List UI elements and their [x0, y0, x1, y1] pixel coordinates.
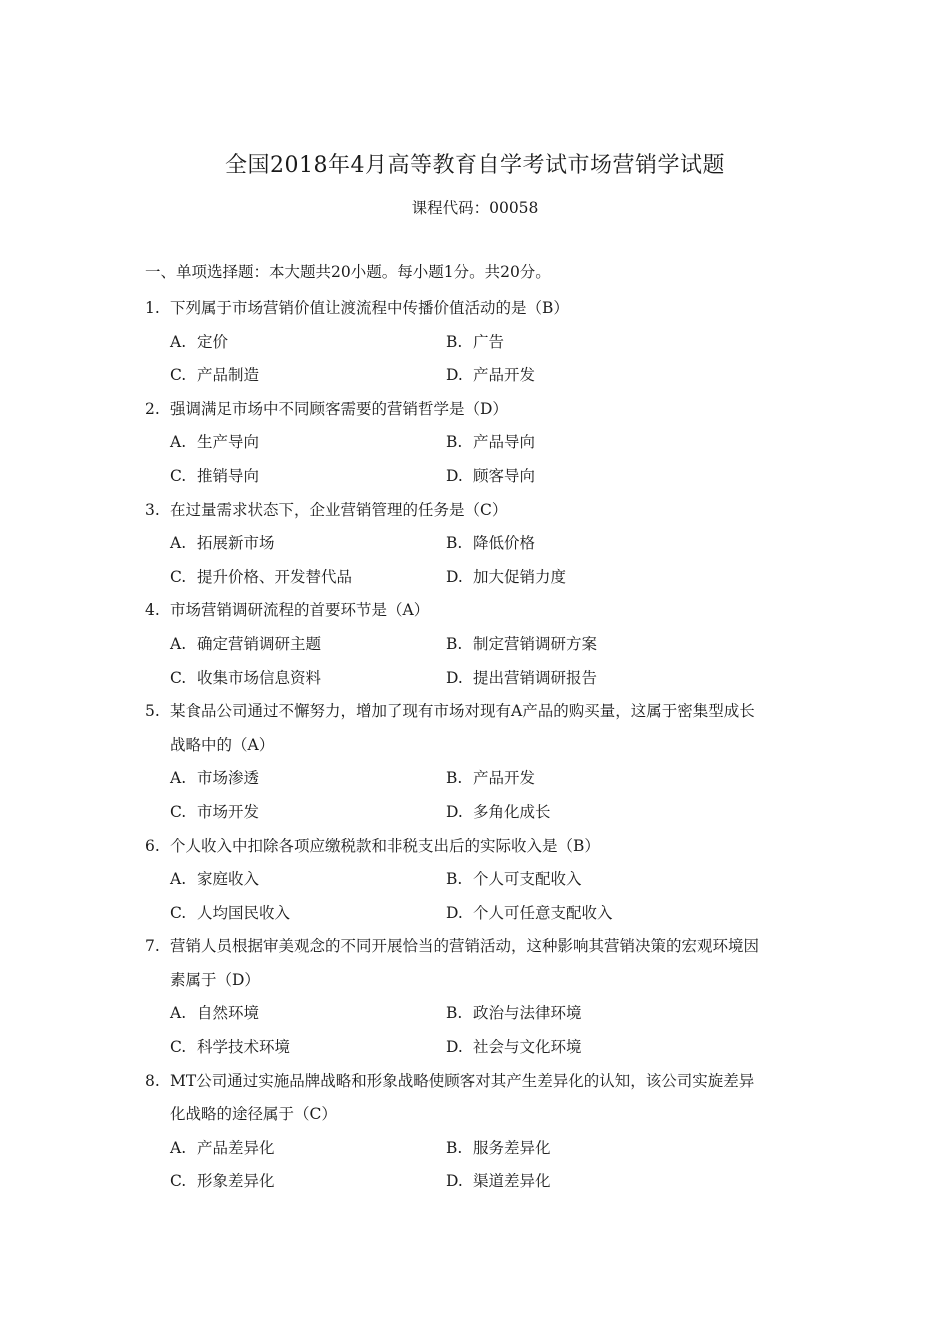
option-item	[170, 628, 446, 662]
option-letter: A.	[170, 534, 187, 553]
question-stem	[145, 393, 815, 427]
question-text-line: 战略中的（A）	[170, 735, 275, 754]
option-item	[170, 426, 446, 460]
option-row	[170, 426, 815, 460]
option-letter: D.	[446, 567, 463, 586]
option-text: 产品差异化	[197, 1138, 275, 1157]
option-text: 服务差异化	[473, 1138, 551, 1157]
option-letter: D.	[446, 366, 463, 385]
option-row	[170, 1132, 815, 1166]
question-number: 2.	[145, 399, 160, 418]
question-number: 1.	[145, 299, 160, 317]
option-letter: A.	[170, 1138, 187, 1157]
question-item	[145, 1065, 815, 1199]
option-text: 产品导向	[473, 433, 536, 452]
option-text: 生产导向	[197, 433, 260, 452]
question-number: 5.	[145, 702, 160, 721]
option-row	[170, 561, 815, 595]
option-letter: B.	[446, 1138, 463, 1157]
option-letter: A.	[170, 1004, 187, 1023]
question-text-line: 素属于（D）	[170, 970, 260, 989]
option-text: 产品制造	[197, 366, 260, 385]
question-item	[145, 930, 815, 1064]
option-text: 形象差异化	[197, 1172, 275, 1191]
question-item	[145, 695, 815, 829]
option-letter: B.	[446, 534, 463, 553]
option-text: 降低价格	[473, 534, 536, 553]
option-text: 个人可任意支配收入	[473, 903, 613, 922]
option-row	[170, 1165, 815, 1199]
course-code: 课程代码：00058	[411, 199, 539, 217]
option-text: 广告	[473, 332, 505, 351]
option-text: 科学技术环境	[197, 1038, 291, 1057]
question-stem	[145, 930, 815, 997]
option-letter: A.	[170, 332, 187, 351]
question-item	[145, 594, 815, 695]
question-text-line: 某食品公司通过不懈努力，增加了现有市场对现有A产品的购买量，这属于密集型成长	[170, 702, 755, 721]
option-row	[170, 762, 815, 796]
question-text-line: 营销人员根据审美观念的不同开展恰当的营销活动，这种影响其营销决策的宏观环境因	[170, 937, 760, 956]
option-row	[170, 628, 815, 662]
question-list	[145, 292, 815, 1199]
option-letter: C.	[170, 802, 187, 821]
option-row	[170, 662, 815, 696]
option-text: 个人可支配收入	[473, 870, 582, 889]
option-item	[170, 561, 446, 595]
option-letter: D.	[446, 1172, 463, 1191]
option-item	[170, 897, 446, 931]
option-letter: C.	[170, 466, 187, 485]
question-item	[145, 830, 815, 931]
question-text-line: 强调满足市场中不同顾客需要的营销哲学是（D）	[170, 399, 508, 418]
option-text: 政治与法律环境	[473, 1004, 582, 1023]
question-stem	[145, 594, 815, 628]
option-text: 产品开发	[473, 769, 536, 788]
question-text-line: 下列属于市场营销价值让渡流程中传播价值活动的是（B）	[170, 299, 569, 317]
option-text: 产品开发	[473, 366, 536, 385]
question-text	[170, 494, 815, 528]
option-item	[446, 863, 722, 897]
option-letter: D.	[446, 903, 463, 922]
option-text: 拓展新市场	[197, 534, 275, 553]
option-letter: A.	[170, 870, 187, 889]
question-item	[145, 494, 815, 595]
option-item	[170, 863, 446, 897]
section-heading: 一、单项选择题：本大题共20小题。每小题1分。共20分。	[145, 263, 551, 281]
option-text: 渠道差异化	[473, 1172, 551, 1191]
option-text: 加大促销力度	[473, 567, 567, 586]
question-text-line: 在过量需求状态下，企业营销管理的任务是（C）	[170, 500, 508, 519]
option-letter: C.	[170, 366, 187, 385]
question-text	[170, 594, 815, 628]
option-letter: A.	[170, 433, 187, 452]
question-text	[170, 1065, 815, 1132]
question-text	[170, 830, 815, 864]
question-text-line: 个人收入中扣除各项应缴税款和非税支出后的实际收入是（B）	[170, 836, 600, 855]
option-letter: B.	[446, 332, 463, 351]
question-number: 8.	[145, 1071, 160, 1090]
option-item	[446, 762, 722, 796]
option-text: 家庭收入	[197, 870, 260, 889]
question-text	[170, 695, 815, 762]
option-item	[170, 997, 446, 1031]
option-item	[446, 997, 722, 1031]
option-item	[170, 1132, 446, 1166]
page-title: 全国2018年4月高等教育自学考试市场营销学试题	[225, 153, 725, 178]
option-item	[170, 662, 446, 696]
option-letter: B.	[446, 634, 463, 653]
option-letter: B.	[446, 433, 463, 452]
option-row	[170, 460, 815, 494]
option-item	[446, 1165, 722, 1199]
option-text: 定价	[197, 332, 229, 351]
option-item	[446, 628, 722, 662]
question-stem	[145, 1065, 815, 1132]
option-item	[170, 527, 446, 561]
option-letter: D.	[446, 1038, 463, 1057]
option-letter: C.	[170, 1038, 187, 1057]
option-text: 自然环境	[197, 1004, 260, 1023]
option-item	[446, 561, 722, 595]
option-text: 制定营销调研方案	[473, 634, 598, 653]
question-number: 7.	[145, 937, 160, 956]
option-list	[145, 863, 815, 930]
option-row	[170, 326, 815, 360]
question-text	[170, 930, 815, 997]
question-text-line: 化战略的途径属于（C）	[170, 1105, 337, 1124]
option-item	[446, 897, 722, 931]
option-list	[145, 1132, 815, 1199]
question-stem	[145, 494, 815, 528]
option-letter: C.	[170, 903, 187, 922]
option-text: 收集市场信息资料	[197, 668, 322, 687]
option-item	[446, 1132, 722, 1166]
option-item	[446, 662, 722, 696]
option-row	[170, 997, 815, 1031]
option-text: 确定营销调研主题	[197, 634, 322, 653]
option-row	[170, 1031, 815, 1065]
option-letter: A.	[170, 769, 187, 788]
option-text: 社会与文化环境	[473, 1038, 582, 1057]
option-text: 推销导向	[197, 466, 260, 485]
option-item	[446, 1031, 722, 1065]
option-list	[145, 426, 815, 493]
option-list	[145, 762, 815, 829]
option-letter: A.	[170, 634, 187, 653]
option-letter: B.	[446, 870, 463, 889]
option-text: 提出营销调研报告	[473, 668, 598, 687]
question-item	[145, 292, 815, 393]
option-item	[170, 762, 446, 796]
question-text-line: 市场营销调研流程的首要环节是（A）	[170, 601, 430, 620]
question-stem	[145, 292, 815, 326]
option-letter: C.	[170, 1172, 187, 1191]
question-item	[145, 393, 815, 494]
option-item	[446, 796, 722, 830]
option-letter: B.	[446, 1004, 463, 1023]
option-text: 人均国民收入	[197, 903, 291, 922]
option-letter: D.	[446, 668, 463, 687]
option-text: 顾客导向	[473, 466, 536, 485]
option-text: 提升价格、开发替代品	[197, 567, 353, 586]
option-text: 市场开发	[197, 802, 260, 821]
option-item	[170, 326, 446, 360]
option-row	[170, 359, 815, 393]
option-letter: D.	[446, 802, 463, 821]
question-text-line: MT公司通过实施品牌战略和形象战略使顾客对其产生差异化的认知，该公司实旋差异	[170, 1071, 755, 1090]
option-item	[170, 359, 446, 393]
question-stem	[145, 830, 815, 864]
option-list	[145, 628, 815, 695]
question-text	[170, 393, 815, 427]
question-stem	[145, 695, 815, 762]
option-list	[145, 527, 815, 594]
option-item	[446, 460, 722, 494]
option-letter: C.	[170, 567, 187, 586]
option-text: 多角化成长	[473, 802, 551, 821]
option-row	[170, 897, 815, 931]
option-item	[446, 326, 722, 360]
question-number: 6.	[145, 836, 160, 855]
option-item	[170, 1031, 446, 1065]
option-text: 市场渗透	[197, 769, 260, 788]
option-item	[446, 426, 722, 460]
option-item	[446, 527, 722, 561]
question-number: 3.	[145, 500, 160, 519]
option-letter: B.	[446, 769, 463, 788]
option-item	[446, 359, 722, 393]
option-row	[170, 796, 815, 830]
option-item	[170, 796, 446, 830]
option-row	[170, 527, 815, 561]
option-row	[170, 863, 815, 897]
question-number: 4.	[145, 601, 160, 620]
question-text	[170, 292, 815, 326]
option-item	[170, 460, 446, 494]
option-item	[170, 1165, 446, 1199]
option-list	[145, 326, 815, 393]
option-letter: D.	[446, 466, 463, 485]
option-list	[145, 997, 815, 1064]
option-letter: C.	[170, 668, 187, 687]
